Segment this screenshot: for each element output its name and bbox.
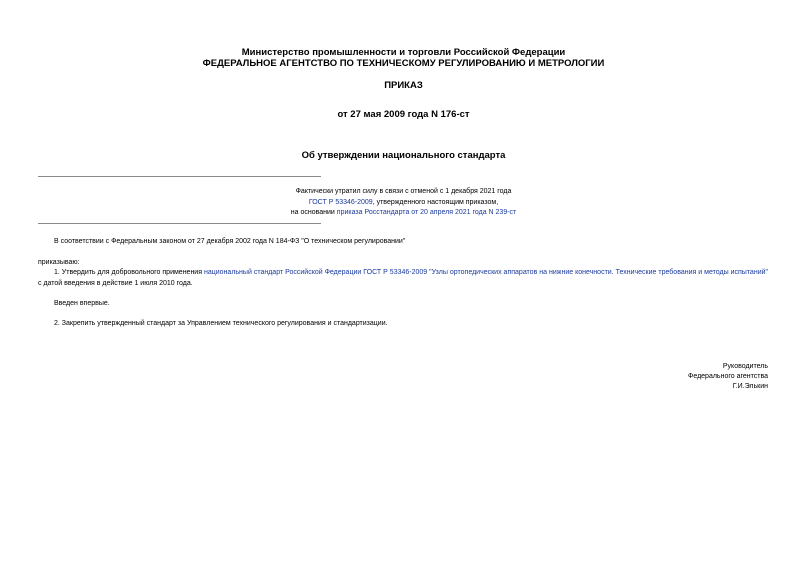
agency-title: ФЕДЕРАЛЬНОЕ АГЕНТСТВО ПО ТЕХНИЧЕСКОМУ РЕГУЛИРОВАНИЮ И МЕТРОЛОГИИ bbox=[202, 58, 605, 69]
doc-type-title: ПРИКАЗ bbox=[384, 80, 423, 91]
first-time-note: Введен впервые. bbox=[54, 300, 110, 307]
status-note-line3-prefix: на основании bbox=[290, 209, 337, 216]
gost-link[interactable]: ГОСТ Р 53346-2009 bbox=[308, 199, 373, 206]
item2-paragraph: 2. Закрепить утвержденный стандарт за Управлением технического регулирования и стандартизации. bbox=[54, 320, 388, 327]
ministry-title: Министерство промышленности и торговли Российской Федерации bbox=[241, 47, 566, 58]
item1-paragraph bbox=[38, 267, 768, 289]
status-note-line2 bbox=[0, 198, 807, 207]
status-note-top-rule bbox=[38, 176, 321, 177]
rosstandart-order-link[interactable]: приказа Росстандарта от 20 апреля 2021 года N 239-ст bbox=[336, 209, 517, 216]
national-standard-link[interactable]: национальный стандарт Российской Федерации ГОСТ Р 53346-2009 "Узлы ортопедических аппаратов на нижние конечности. Технические требования и методы испытаний" bbox=[204, 269, 768, 276]
status-note-line2-rest: , утвержденного настоящим приказом, bbox=[372, 199, 499, 206]
signature-title2: Федерального агентства bbox=[688, 373, 768, 380]
item1-suffix: с датой введения в действие 1 июля 2010 года. bbox=[38, 280, 193, 287]
doc-subject: Об утверждении национального стандарта bbox=[301, 150, 506, 161]
doc-date-number: от 27 мая 2009 года N 176-ст bbox=[337, 109, 470, 120]
item1-prefix: 1. Утвердить для добровольного применения bbox=[54, 269, 204, 276]
status-note-line1: Фактически утратил силу в связи с отменой с 1 декабря 2021 года bbox=[295, 188, 512, 195]
status-note-bottom-rule bbox=[38, 223, 321, 224]
preamble-text: В соответствии с Федеральным законом от 27 декабря 2002 года N 184-ФЗ "О техническом регулировании" bbox=[54, 238, 406, 245]
status-note-line3 bbox=[0, 208, 807, 217]
signature-name: Г.И.Элькин bbox=[732, 383, 768, 390]
signature-title1: Руководитель bbox=[722, 363, 768, 370]
order-word: приказываю: bbox=[38, 259, 80, 266]
